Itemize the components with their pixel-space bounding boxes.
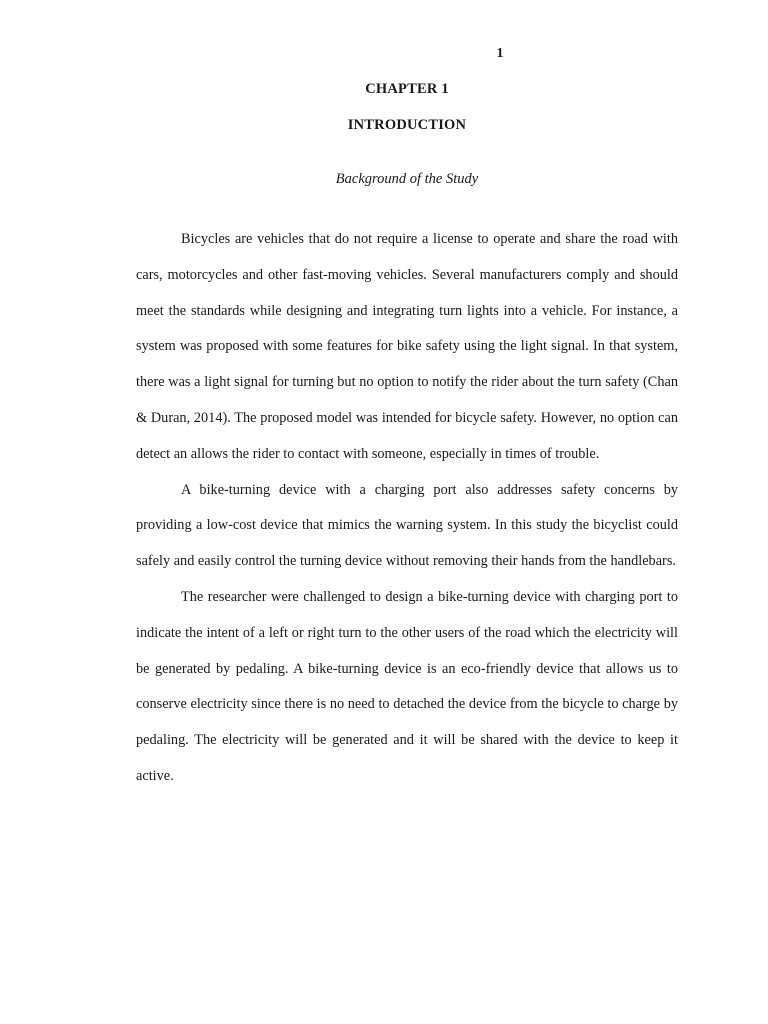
chapter-label: CHAPTER 1 — [365, 81, 449, 97]
section-heading: Background of the Study — [335, 171, 479, 187]
paragraph: A bike-turning device with a charging port also addresses safety concerns by providing a low-cost device that mimics the warning system. In this study the bicyclist could safely and easily control the turning device without removing their hands from the handlebars. — [136, 481, 678, 570]
paragraph: The researcher were challenged to design a bike-turning device with charging port to indicate the intent of a left or right turn to the other users of the road which the electricity will be generated by pedaling. A bike-turning device is an eco-friendly device that allows us to conserve electricity since there is no need to detached the device from the bicycle to charge by pedaling. The electricity will be generated and it will be shared with the device to keep it active. — [136, 588, 678, 784]
chapter-title: INTRODUCTION — [347, 117, 467, 133]
body-text — [136, 222, 678, 795]
paragraph: Bicycles are vehicles that do not require a license to operate and share the road with cars, motorcycles and other fast-moving vehicles. Several manufacturers comply and should meet the standards while designing and integrating turn lights into a vehicle. For instance, a system was proposed with some features for bike safety using the light signal. In that system, there was a light signal for turning but no option to notify the rider about the turn safety (Chan & Duran, 2014). The proposed model was intended for bicycle safety. However, no option can detect an allows the rider to contact with someone, especially in times of trouble. — [136, 231, 678, 462]
page-number: 1 — [496, 46, 504, 61]
